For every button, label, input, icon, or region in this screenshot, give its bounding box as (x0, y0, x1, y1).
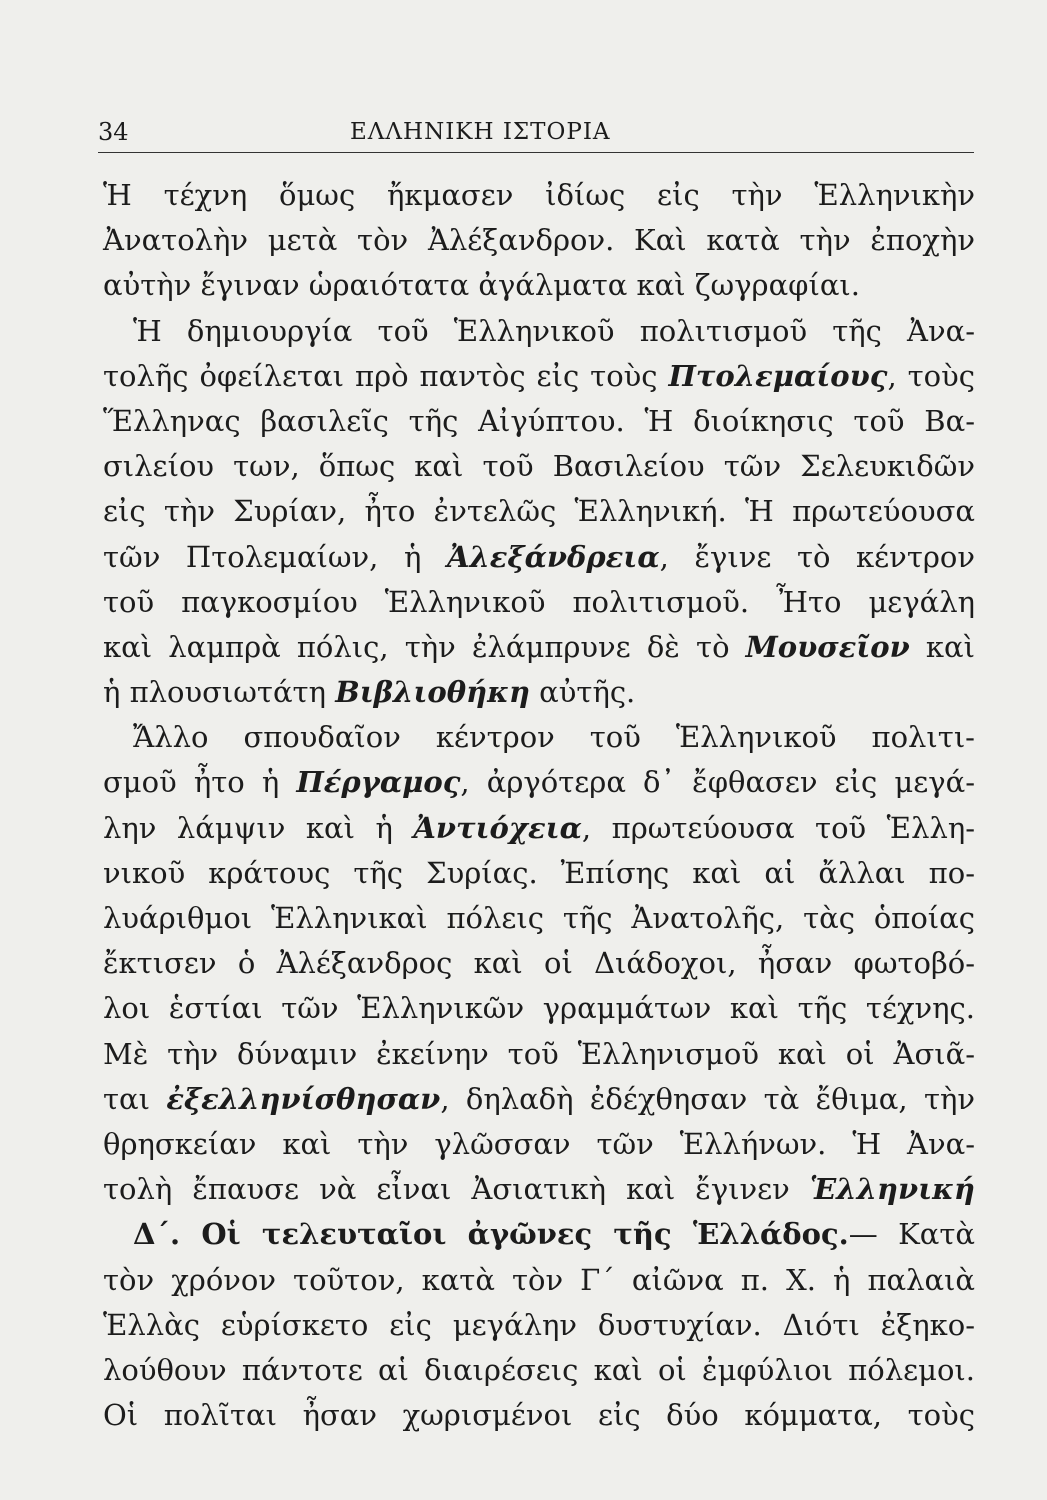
body-text (103, 173, 975, 1438)
emphasis-pergamon: Πέργαμος (296, 765, 461, 800)
text-run: λην λάμψιν καὶ ἡ (103, 810, 414, 845)
emphasis-alexandria: Ἀλεξάνδρεια (446, 539, 660, 574)
text-run: τολὴ ἔπαυσε νὰ εἶναι Ἀσιατικὴ καὶ ἔγινεν (103, 1172, 810, 1207)
text-run: , ἀργότερα δ᾽ ἔφθασεν εἰς μεγά- (460, 765, 975, 800)
text-line: ἔκτισεν ὁ Ἀλέξανδρος καὶ οἱ Διάδοχοι, ἦσαν φωτοβό- (103, 946, 975, 981)
text-line (103, 354, 975, 399)
emphasis-antioch: Ἀντιόχεια (413, 810, 582, 845)
emphasis-hellenic: Ἑλληνική (809, 1172, 975, 1207)
text-line: αὐτὴν ἔγιναν ὡραιότατα ἀγάλματα καὶ ζωγραφίαι. (103, 268, 861, 303)
text-line (103, 535, 975, 580)
emphasis-museum: Μουσεῖον (745, 629, 910, 664)
text-line: λοι ἑστίαι τῶν Ἑλληνικῶν γραμμάτων καὶ τῆς τέχνης. (103, 991, 975, 1026)
text-line (103, 1077, 975, 1122)
emphasis-library: Βιβλιοθήκη (335, 675, 530, 710)
text-line: λυάριθμοι Ἑλληνικαὶ πόλεις τῆς Ἀνατολῆς, τὰς ὁποίας (103, 901, 975, 935)
text-run: καὶ λαμπρὰ πόλις, τὴν ἐλάμπρυνε δὲ τὸ (103, 629, 746, 664)
text-run: καὶ (909, 629, 975, 664)
text-line: Ἑλλὰς εὑρίσκετο εἰς μεγάλην δυστυχίαν. Διότι ἐξηκο- (103, 1307, 975, 1342)
running-title: ΕΛΛΗΝΙΚΗ ΙΣΤΟΡΙΑ (350, 119, 611, 145)
text-run: αὐτῆς. (529, 675, 636, 710)
text-run: , ἔγινε τὸ κέντρον (659, 539, 975, 574)
text-line: θρησκείαν καὶ τὴν γλῶσσαν τῶν Ἑλλήνων. Ἡ Ἀνα- (103, 1126, 975, 1161)
text-line: Ἡ τέχνη ὅμως ἤκμασεν ἰδίως εἰς τὴν Ἑλληνικὴν (103, 178, 975, 212)
section-heading: Δ΄. Οἱ τελευταῖοι ἀγῶνες τῆς Ἑλλάδος. (133, 1217, 849, 1252)
text-run: ἡ πλουσιωτάτη (103, 675, 336, 710)
text-line: Ἕλληνας βασιλεῖς τῆς Αἰγύπτου. Ἡ διοίκησις τοῦ Βα- (103, 403, 975, 438)
text-run: — Κατὰ (848, 1217, 976, 1252)
text-line (103, 625, 975, 670)
text-line: Οἱ πολῖται ἦσαν χωρισμένοι εἰς δύο κόμματα, τοὺς (103, 1398, 975, 1433)
text-run: τολῆς ὀφείλεται πρὸ παντὸς εἰς τοὺς (103, 358, 669, 393)
text-line (103, 760, 975, 805)
emphasis-hellenized: ἐξελληνίσθησαν (166, 1081, 441, 1116)
text-line (103, 806, 975, 851)
text-line: τὸν χρόνον τοῦτον, κατὰ τὸν Γ΄ αἰῶνα π. Χ. ἡ παλαιὰ (103, 1262, 975, 1297)
text-line: Ἄλλο σπουδαῖον κέντρον τοῦ Ἑλληνικοῦ πολιτι- (133, 720, 975, 755)
text-line: εἰς τὴν Συρίαν, ἦτο ἐντελῶς Ἑλληνική. Ἡ πρωτεύουσα (103, 494, 975, 529)
text-run: , τοὺς (887, 358, 976, 393)
text-line: λούθουν πάντοτε αἱ διαιρέσεις καὶ οἱ ἐμφύλιοι πόλεμοι. (103, 1352, 975, 1387)
section-heading-line (103, 1212, 975, 1257)
text-line: τοῦ παγκοσμίου Ἑλληνικοῦ πολιτισμοῦ. Ἦτο μεγάλη (103, 584, 975, 619)
text-line: Ἡ δημιουργία τοῦ Ἑλληνικοῦ πολιτισμοῦ τῆς Ἀνα- (133, 313, 975, 348)
text-run: , πρωτεύουσα τοῦ Ἑλλη- (581, 810, 975, 845)
text-run: σμοῦ ἦτο ἡ (103, 765, 297, 800)
page-number: 34 (98, 118, 129, 146)
emphasis-ptolemies: Πτολεμαίους (668, 358, 888, 393)
text-line (103, 1167, 975, 1212)
text-run: , δηλαδὴ ἐδέχθησαν τὰ ἔθιμα, τὴν (440, 1081, 975, 1116)
text-line (103, 670, 975, 715)
text-line: Ἀνατολὴν μετὰ τὸν Ἀλέξανδρον. Καὶ κατὰ τὴν ἐποχὴν (103, 223, 975, 258)
page-header (98, 118, 974, 153)
text-run: ται (103, 1081, 167, 1116)
text-line: νικοῦ κράτους τῆς Συρίας. Ἐπίσης καὶ αἱ ἄλλαι πο- (103, 855, 975, 890)
text-line: σιλείου των, ὅπως καὶ τοῦ Βασιλείου τῶν Σελευκιδῶν (103, 449, 975, 484)
text-run: τῶν Πτολεμαίων, ἡ (103, 539, 447, 574)
text-line: Μὲ τὴν δύναμιν ἐκείνην τοῦ Ἑλληνισμοῦ καὶ οἱ Ἀσιᾶ- (103, 1036, 975, 1071)
